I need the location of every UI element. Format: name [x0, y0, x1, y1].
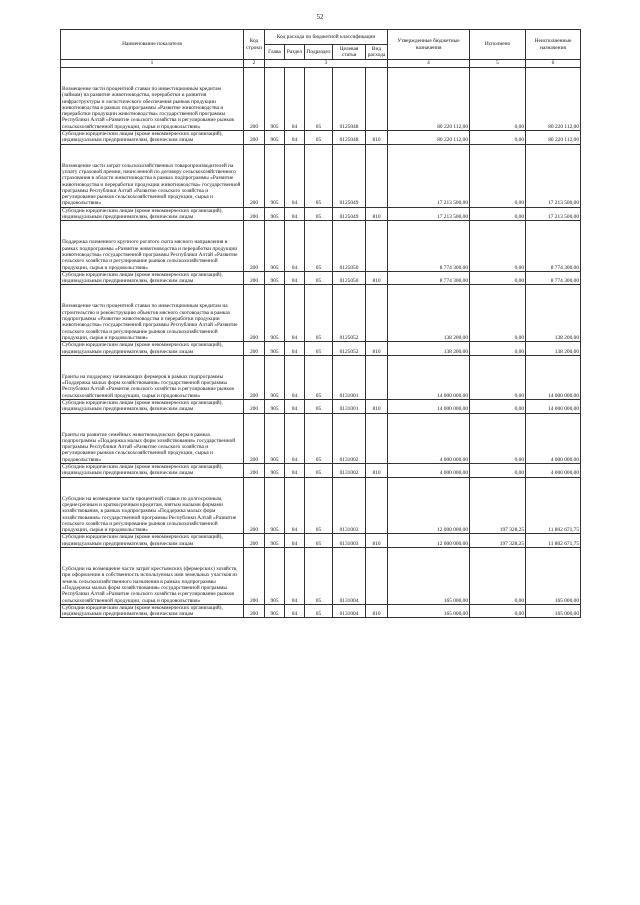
row-podrazdel: 05	[305, 144, 333, 207]
table-body	[61, 68, 581, 618]
table-row	[61, 464, 581, 478]
row-unexecuted: 17 213 500,00	[526, 144, 581, 207]
row-executed: 0,00	[470, 548, 526, 605]
row-unexecuted: 80 220 112,00	[526, 131, 581, 145]
row-name: Субсидии на возмещение части процентной ставки по долгосрочным, среднесрочным и краткосрочным кредитам, взятым малыми формами хозяйствования, в рамках подпрограммы «Поддержка малых форм хозяйствования» государственной программы Республики Алтай «Развитие сельского хозяйства и регулирование рынков сельскохозяйственной продукции, сырья и продовольствия»	[61, 477, 244, 534]
row-expense-type: 810	[366, 131, 388, 145]
row-unexecuted: 4 000 000,00	[526, 413, 581, 463]
row-name: Гранты на развитие семейных животноводческих ферм в рамках подпрограммы «Поддержка малых форм хозяйствования» государственной программы Республики Алтай «Развитие сельского хозяйства и регулирование рынков сельскохозяйственной продукции, сырья и продовольствия»	[61, 413, 244, 463]
row-name: Субсидии юридическим лицам (кроме некоммерческих организаций), индивидуальным предпринимателям, физическим лицам	[61, 604, 244, 618]
row-glava: 905	[265, 464, 285, 478]
row-code: 200	[244, 464, 265, 478]
row-glava: 905	[265, 68, 285, 131]
row-code: 200	[244, 477, 265, 534]
row-unexecuted: 8 774 300,00	[526, 271, 581, 285]
row-code: 200	[244, 548, 265, 605]
row-glava: 905	[265, 342, 285, 356]
row-code: 200	[244, 271, 265, 285]
row-unexecuted: 165 000,00	[526, 548, 581, 605]
row-glava: 905	[265, 604, 285, 618]
row-glava: 905	[265, 477, 285, 534]
row-expense-type	[366, 285, 388, 342]
row-executed: 0,00	[470, 464, 526, 478]
row-approved: 17 213 500,00	[388, 144, 470, 207]
row-name: Субсидии юридическим лицам (кроме некоммерческих организаций), индивидуальным предпринимателям, физическим лицам	[61, 271, 244, 285]
row-approved: 14 000 000,00	[388, 399, 470, 413]
row-target: 0131003	[333, 534, 366, 548]
row-expense-type: 810	[366, 534, 388, 548]
row-executed: 0,00	[470, 221, 526, 271]
header-glava: Глава	[265, 45, 285, 60]
row-name: Субсидии на возмещение части затрат крестьянских (фермерских) хозяйств, при оформлении в собственность используемых ими земельных участков из земель сельскохозяйственного назначения в рамках подпрограммы «Поддержка малых форм хозяйствования» государственной программы Республики Алтай «Развитие сельского хозяйства и регулирование рынков сельскохозяйственной продукции, сырья и продовольствия»	[61, 548, 244, 605]
row-podrazdel: 05	[305, 399, 333, 413]
table-row	[61, 144, 581, 207]
row-razdel: 04	[285, 221, 305, 271]
row-code: 200	[244, 399, 265, 413]
row-expense-type: 810	[366, 604, 388, 618]
column-number: 1	[61, 60, 244, 68]
row-code: 200	[244, 221, 265, 271]
table-row	[61, 548, 581, 605]
header-executed: Исполнено	[470, 30, 526, 60]
row-podrazdel: 05	[305, 131, 333, 145]
row-code: 200	[244, 604, 265, 618]
row-glava: 905	[265, 413, 285, 463]
row-podrazdel: 05	[305, 285, 333, 342]
row-unexecuted: 138 200,00	[526, 285, 581, 342]
row-expense-type: 810	[366, 207, 388, 221]
row-executed: 0,00	[470, 271, 526, 285]
row-razdel: 04	[285, 207, 305, 221]
row-target: 0125052	[333, 285, 366, 342]
row-expense-type	[366, 477, 388, 534]
row-executed: 0,00	[470, 68, 526, 131]
row-podrazdel: 05	[305, 477, 333, 534]
row-razdel: 04	[285, 68, 305, 131]
row-razdel: 04	[285, 144, 305, 207]
row-razdel: 04	[285, 604, 305, 618]
row-approved: 8 774 300,00	[388, 221, 470, 271]
row-name: Гранты на поддержку начинающих фермеров в рамках подпрограммы «Поддержка малых форм хозяйствования» государственной программы Республики Алтай «Развитие сельского хозяйства и регулирование рынков сельскохозяйственной продукции, сырья и продовольствия»	[61, 355, 244, 399]
row-podrazdel: 05	[305, 68, 333, 131]
row-target: 0131004	[333, 604, 366, 618]
row-razdel: 04	[285, 548, 305, 605]
column-number: 6	[526, 60, 581, 68]
row-approved: 17 213 500,00	[388, 207, 470, 221]
row-expense-type	[366, 548, 388, 605]
row-code: 200	[244, 355, 265, 399]
row-unexecuted: 165 000,00	[526, 604, 581, 618]
row-name: Поддержка племенного крупного рогатого скота мясного направления в рамках подпрограммы «Развитие животноводства и переработки продукции животноводства» государственной программы Республики Алтай «Развитие сельского хозяйства и регулирование рынков сельскохозяйственной продукции, сырья и продовольствия»	[61, 221, 244, 271]
row-podrazdel: 05	[305, 221, 333, 271]
row-razdel: 04	[285, 413, 305, 463]
row-target: 0125050	[333, 271, 366, 285]
row-unexecuted: 17 213 500,00	[526, 207, 581, 221]
column-number: 5	[470, 60, 526, 68]
row-glava: 905	[265, 131, 285, 145]
row-glava: 905	[265, 548, 285, 605]
row-expense-type: 810	[366, 342, 388, 356]
table-row	[61, 399, 581, 413]
header-expense-type: Вид расхода	[366, 45, 388, 60]
row-name: Субсидии юридическим лицам (кроме некоммерческих организаций), индивидуальным предпринимателям, физическим лицам	[61, 342, 244, 356]
column-number: 3	[265, 60, 388, 68]
row-approved: 165 000,00	[388, 548, 470, 605]
row-approved: 80 220 112,00	[388, 131, 470, 145]
row-approved: 4 000 000,00	[388, 413, 470, 463]
row-expense-type: 810	[366, 464, 388, 478]
row-unexecuted: 11 802 671,75	[526, 534, 581, 548]
row-razdel: 04	[285, 271, 305, 285]
row-name: Субсидии юридическим лицам (кроме некоммерческих организаций), индивидуальным предпринимателям, физическим лицам	[61, 534, 244, 548]
row-code: 200	[244, 144, 265, 207]
row-target: 0125052	[333, 342, 366, 356]
row-glava: 905	[265, 399, 285, 413]
row-razdel: 04	[285, 534, 305, 548]
table-row	[61, 221, 581, 271]
row-target: 0131002	[333, 464, 366, 478]
header-classification: Код расхода по бюджетной классификации	[265, 30, 388, 45]
column-number: 4	[388, 60, 470, 68]
row-approved: 138 200,00	[388, 285, 470, 342]
row-expense-type	[366, 413, 388, 463]
row-expense-type	[366, 68, 388, 131]
row-unexecuted: 4 000 000,00	[526, 464, 581, 478]
row-podrazdel: 05	[305, 271, 333, 285]
column-number: 2	[244, 60, 265, 68]
row-executed: 0,00	[470, 144, 526, 207]
page-number: 52	[316, 13, 324, 21]
row-razdel: 04	[285, 355, 305, 399]
row-target: 0131001	[333, 399, 366, 413]
table-row	[61, 413, 581, 463]
table-row	[61, 207, 581, 221]
row-approved: 8 774 300,00	[388, 271, 470, 285]
table-row	[61, 355, 581, 399]
budget-execution-table	[60, 29, 581, 618]
row-executed: 0,00	[470, 131, 526, 145]
row-name: Возмещение части процентной ставки по инвестиционным кредитам (займам) на развитие животноводства, переработки и развития инфраструктуры и логистического обеспечения рынков продукции животноводства в рамках подпрограммы «Развитие животноводства и переработки продукции животноводства» государственной программы Республики Алтай «Развитие сельского хозяйства и регулирование рынков сельскохозяйственной продукции, сырья и продовольствия»	[61, 68, 244, 131]
row-target: 0131004	[333, 548, 366, 605]
row-executed: 197 328,25	[470, 477, 526, 534]
row-target: 0131001	[333, 355, 366, 399]
row-podrazdel: 05	[305, 464, 333, 478]
table-row	[61, 534, 581, 548]
row-name: Субсидии юридическим лицам (кроме некоммерческих организаций), индивидуальным предпринимателям, физическим лицам	[61, 207, 244, 221]
row-code: 200	[244, 285, 265, 342]
row-unexecuted: 14 000 000,00	[526, 399, 581, 413]
row-approved: 4 000 000,00	[388, 464, 470, 478]
row-glava: 905	[265, 144, 285, 207]
row-razdel: 04	[285, 477, 305, 534]
row-glava: 905	[265, 221, 285, 271]
table-row	[61, 271, 581, 285]
row-code: 200	[244, 413, 265, 463]
row-name: Субсидии юридическим лицам (кроме некоммерческих организаций), индивидуальным предпринимателям, физическим лицам	[61, 399, 244, 413]
row-name: Возмещение части затрат сельскохозяйственных товаропроизводителей на уплату страховой премии, начисленной по договору сельскохозяйственного страхования в области животноводства в рамках подпрограммы «Развитие животноводства и переработки продукции животноводства» государственной программы Республики Алтай «Развитие сельского хозяйства и регулирование рынков сельскохозяйственной продукции, сырья и продовольствия»	[61, 144, 244, 207]
table-row	[61, 68, 581, 131]
row-podrazdel: 05	[305, 207, 333, 221]
row-target: 0131002	[333, 413, 366, 463]
row-approved: 12 000 000,00	[388, 534, 470, 548]
header-name: Наименование показателя	[61, 30, 244, 60]
row-glava: 905	[265, 534, 285, 548]
row-podrazdel: 05	[305, 413, 333, 463]
row-glava: 905	[265, 285, 285, 342]
row-code: 200	[244, 207, 265, 221]
row-unexecuted: 14 000 000,00	[526, 355, 581, 399]
row-target: 0131003	[333, 477, 366, 534]
header-razdel: Раздел	[285, 45, 305, 60]
row-target: 0125049	[333, 144, 366, 207]
table-row	[61, 285, 581, 342]
row-glava: 905	[265, 355, 285, 399]
row-code: 200	[244, 534, 265, 548]
row-approved: 14 000 000,00	[388, 355, 470, 399]
row-executed: 0,00	[470, 413, 526, 463]
header-unexecuted: Неисполненные назначения	[526, 30, 581, 60]
row-unexecuted: 11 802 671,75	[526, 477, 581, 534]
row-expense-type: 810	[366, 271, 388, 285]
row-razdel: 04	[285, 285, 305, 342]
table-row	[61, 131, 581, 145]
row-expense-type: 810	[366, 399, 388, 413]
table-row	[61, 342, 581, 356]
table-row	[61, 477, 581, 534]
header-approved: Утвержденные бюджетные назначения	[388, 30, 470, 60]
row-podrazdel: 05	[305, 355, 333, 399]
row-target: 0125050	[333, 221, 366, 271]
header-podrazdel: Подраздел	[305, 45, 333, 60]
row-target: 0125048	[333, 131, 366, 145]
row-executed: 0,00	[470, 355, 526, 399]
row-expense-type	[366, 221, 388, 271]
row-glava: 905	[265, 207, 285, 221]
row-razdel: 04	[285, 131, 305, 145]
row-executed: 0,00	[470, 207, 526, 221]
header-row-code: Код строки	[244, 30, 265, 60]
row-glava: 905	[265, 271, 285, 285]
row-code: 200	[244, 68, 265, 131]
row-unexecuted: 138 200,00	[526, 342, 581, 356]
row-executed: 197 328,25	[470, 534, 526, 548]
row-razdel: 04	[285, 399, 305, 413]
row-podrazdel: 05	[305, 548, 333, 605]
row-name: Возмещение части процентной ставки по инвестиционным кредитам на строительство и реконструкцию объектов мясного скотоводства в рамках подпрограммы «Развитие животноводства и переработки продукции животноводства» государственной программы Республики Алтай «Развитие сельского хозяйства и регулирование рынков сельскохозяйственной продукции, сырья и продовольствия»	[61, 285, 244, 342]
row-name: Субсидии юридическим лицам (кроме некоммерческих организаций), индивидуальным предпринимателям, физическим лицам	[61, 464, 244, 478]
row-code: 200	[244, 342, 265, 356]
table-header	[61, 30, 581, 68]
row-podrazdel: 05	[305, 342, 333, 356]
row-approved: 80 220 112,00	[388, 68, 470, 131]
row-target: 0125049	[333, 207, 366, 221]
row-executed: 0,00	[470, 342, 526, 356]
header-target: Целевая статья	[333, 45, 366, 60]
table-row	[61, 604, 581, 618]
row-approved: 165 000,00	[388, 604, 470, 618]
row-razdel: 04	[285, 464, 305, 478]
row-executed: 0,00	[470, 399, 526, 413]
row-expense-type	[366, 144, 388, 207]
row-podrazdel: 05	[305, 604, 333, 618]
row-approved: 12 000 000,00	[388, 477, 470, 534]
row-expense-type	[366, 355, 388, 399]
row-podrazdel: 05	[305, 534, 333, 548]
row-code: 200	[244, 131, 265, 145]
row-target: 0125048	[333, 68, 366, 131]
row-executed: 0,00	[470, 285, 526, 342]
row-name: Субсидии юридическим лицам (кроме некоммерческих организаций), индивидуальным предпринимателям, физическим лицам	[61, 131, 244, 145]
row-razdel: 04	[285, 342, 305, 356]
row-unexecuted: 80 220 112,00	[526, 68, 581, 131]
row-approved: 138 200,00	[388, 342, 470, 356]
row-executed: 0,00	[470, 604, 526, 618]
row-unexecuted: 8 774 300,00	[526, 221, 581, 271]
